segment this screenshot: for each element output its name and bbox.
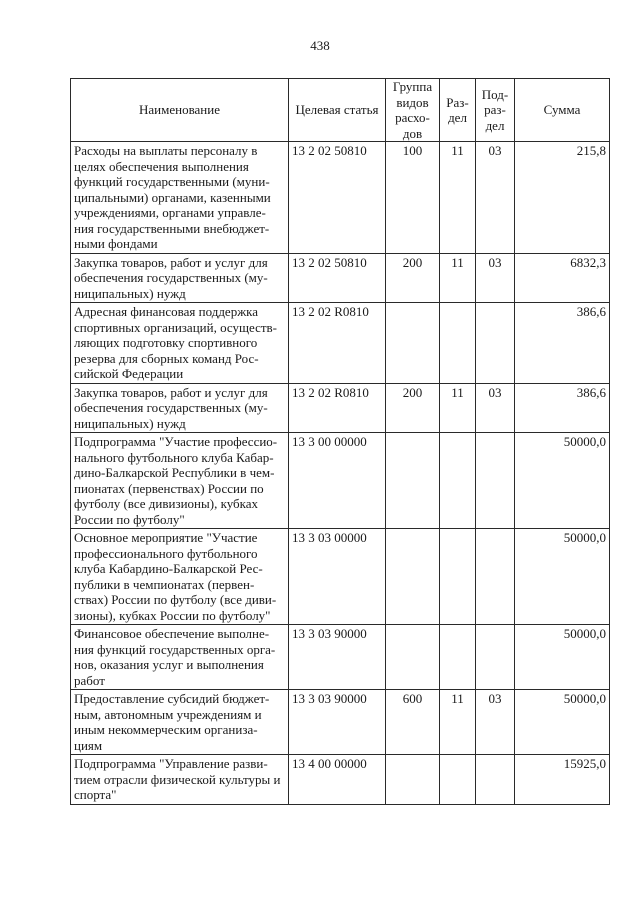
row-name: Предоставление субсидий бюджет- ным, автономным учреждениям и иным некоммерческим организа- циям: [71, 690, 289, 755]
row-section: [440, 529, 476, 625]
row-target-article: 13 3 03 90000: [289, 690, 386, 755]
row-name: Подпрограмма "Управление разви- тием отрасли физической культуры и спорта": [71, 755, 289, 805]
row-section: 11: [440, 690, 476, 755]
table-row: [71, 625, 610, 690]
row-amount: 50000,0: [515, 690, 610, 755]
table-row: [71, 253, 610, 303]
table-row: [71, 303, 610, 384]
row-expense-group: 100: [386, 142, 440, 254]
header-expense-group: Группа видов расхо- дов: [386, 79, 440, 142]
row-name: Расходы на выплаты персоналу в целях обеспечения выполнения функций государственными (муни- ципальными) органами, казенными учреждениями, органами управле- ния государственными внебюджет- ными фондами: [71, 142, 289, 254]
row-target-article: 13 2 02 50810: [289, 142, 386, 254]
row-name: Закупка товаров, работ и услуг для обеспечения государственных (му- ниципальных) нужд: [71, 383, 289, 433]
row-section: 11: [440, 383, 476, 433]
row-subsection: [476, 625, 515, 690]
row-name: Финансовое обеспечение выполне- ния функций государственных орга- нов, оказания услуг и выполнения работ: [71, 625, 289, 690]
row-section: [440, 755, 476, 805]
row-expense-group: [386, 755, 440, 805]
row-subsection: 03: [476, 253, 515, 303]
row-expense-group: 200: [386, 253, 440, 303]
row-section: 11: [440, 142, 476, 254]
row-expense-group: [386, 303, 440, 384]
header-amount: Сумма: [515, 79, 610, 142]
row-target-article: 13 2 02 R0810: [289, 303, 386, 384]
row-amount: 50000,0: [515, 625, 610, 690]
row-subsection: [476, 529, 515, 625]
header-target-article: Целевая статья: [289, 79, 386, 142]
row-target-article: 13 3 03 00000: [289, 529, 386, 625]
table-row: [71, 690, 610, 755]
row-name: Закупка товаров, работ и услуг для обеспечения государственных (му- ниципальных) нужд: [71, 253, 289, 303]
table-header: [71, 79, 610, 142]
row-amount: 50000,0: [515, 433, 610, 529]
row-target-article: 13 4 00 00000: [289, 755, 386, 805]
row-name: Подпрограмма "Участие профессио- нального футбольного клуба Кабар- дино-Балкарской Республики в чем- пионатах (первенствах) России по футболу (все дивизионы), кубках России по футболу": [71, 433, 289, 529]
row-expense-group: [386, 529, 440, 625]
header-section: Раз- дел: [440, 79, 476, 142]
row-expense-group: 600: [386, 690, 440, 755]
row-subsection: [476, 433, 515, 529]
row-section: [440, 433, 476, 529]
header-name: Наименование: [71, 79, 289, 142]
budget-table: [70, 78, 610, 805]
row-subsection: [476, 303, 515, 384]
row-section: 11: [440, 253, 476, 303]
table-row: [71, 755, 610, 805]
row-expense-group: [386, 433, 440, 529]
row-name: Адресная финансовая поддержка спортивных организаций, осуществ- ляющих подготовку спортивного резерва для сборных команд Рос- сийской Федерации: [71, 303, 289, 384]
row-target-article: 13 2 02 50810: [289, 253, 386, 303]
row-target-article: 13 2 02 R0810: [289, 383, 386, 433]
header-row: [71, 79, 610, 142]
row-amount: 6832,3: [515, 253, 610, 303]
row-subsection: 03: [476, 142, 515, 254]
row-target-article: 13 3 00 00000: [289, 433, 386, 529]
table-row: [71, 529, 610, 625]
row-section: [440, 303, 476, 384]
table-row: [71, 142, 610, 254]
table-row: [71, 383, 610, 433]
table-row: [71, 433, 610, 529]
page-number: 438: [310, 38, 330, 53]
row-amount: 50000,0: [515, 529, 610, 625]
row-amount: 386,6: [515, 383, 610, 433]
row-amount: 15925,0: [515, 755, 610, 805]
row-section: [440, 625, 476, 690]
row-target-article: 13 3 03 90000: [289, 625, 386, 690]
header-subsection: Под- раз- дел: [476, 79, 515, 142]
row-subsection: [476, 755, 515, 805]
row-name: Основное мероприятие "Участие профессионального футбольного клуба Кабардино-Балкарской Рес- публики в чемпионатах (первен- ствах) России по футболу (все диви- зионы), кубках России по футболу": [71, 529, 289, 625]
row-expense-group: 200: [386, 383, 440, 433]
row-subsection: 03: [476, 383, 515, 433]
row-amount: 215,8: [515, 142, 610, 254]
row-amount: 386,6: [515, 303, 610, 384]
row-expense-group: [386, 625, 440, 690]
row-subsection: 03: [476, 690, 515, 755]
table-body: [71, 142, 610, 805]
